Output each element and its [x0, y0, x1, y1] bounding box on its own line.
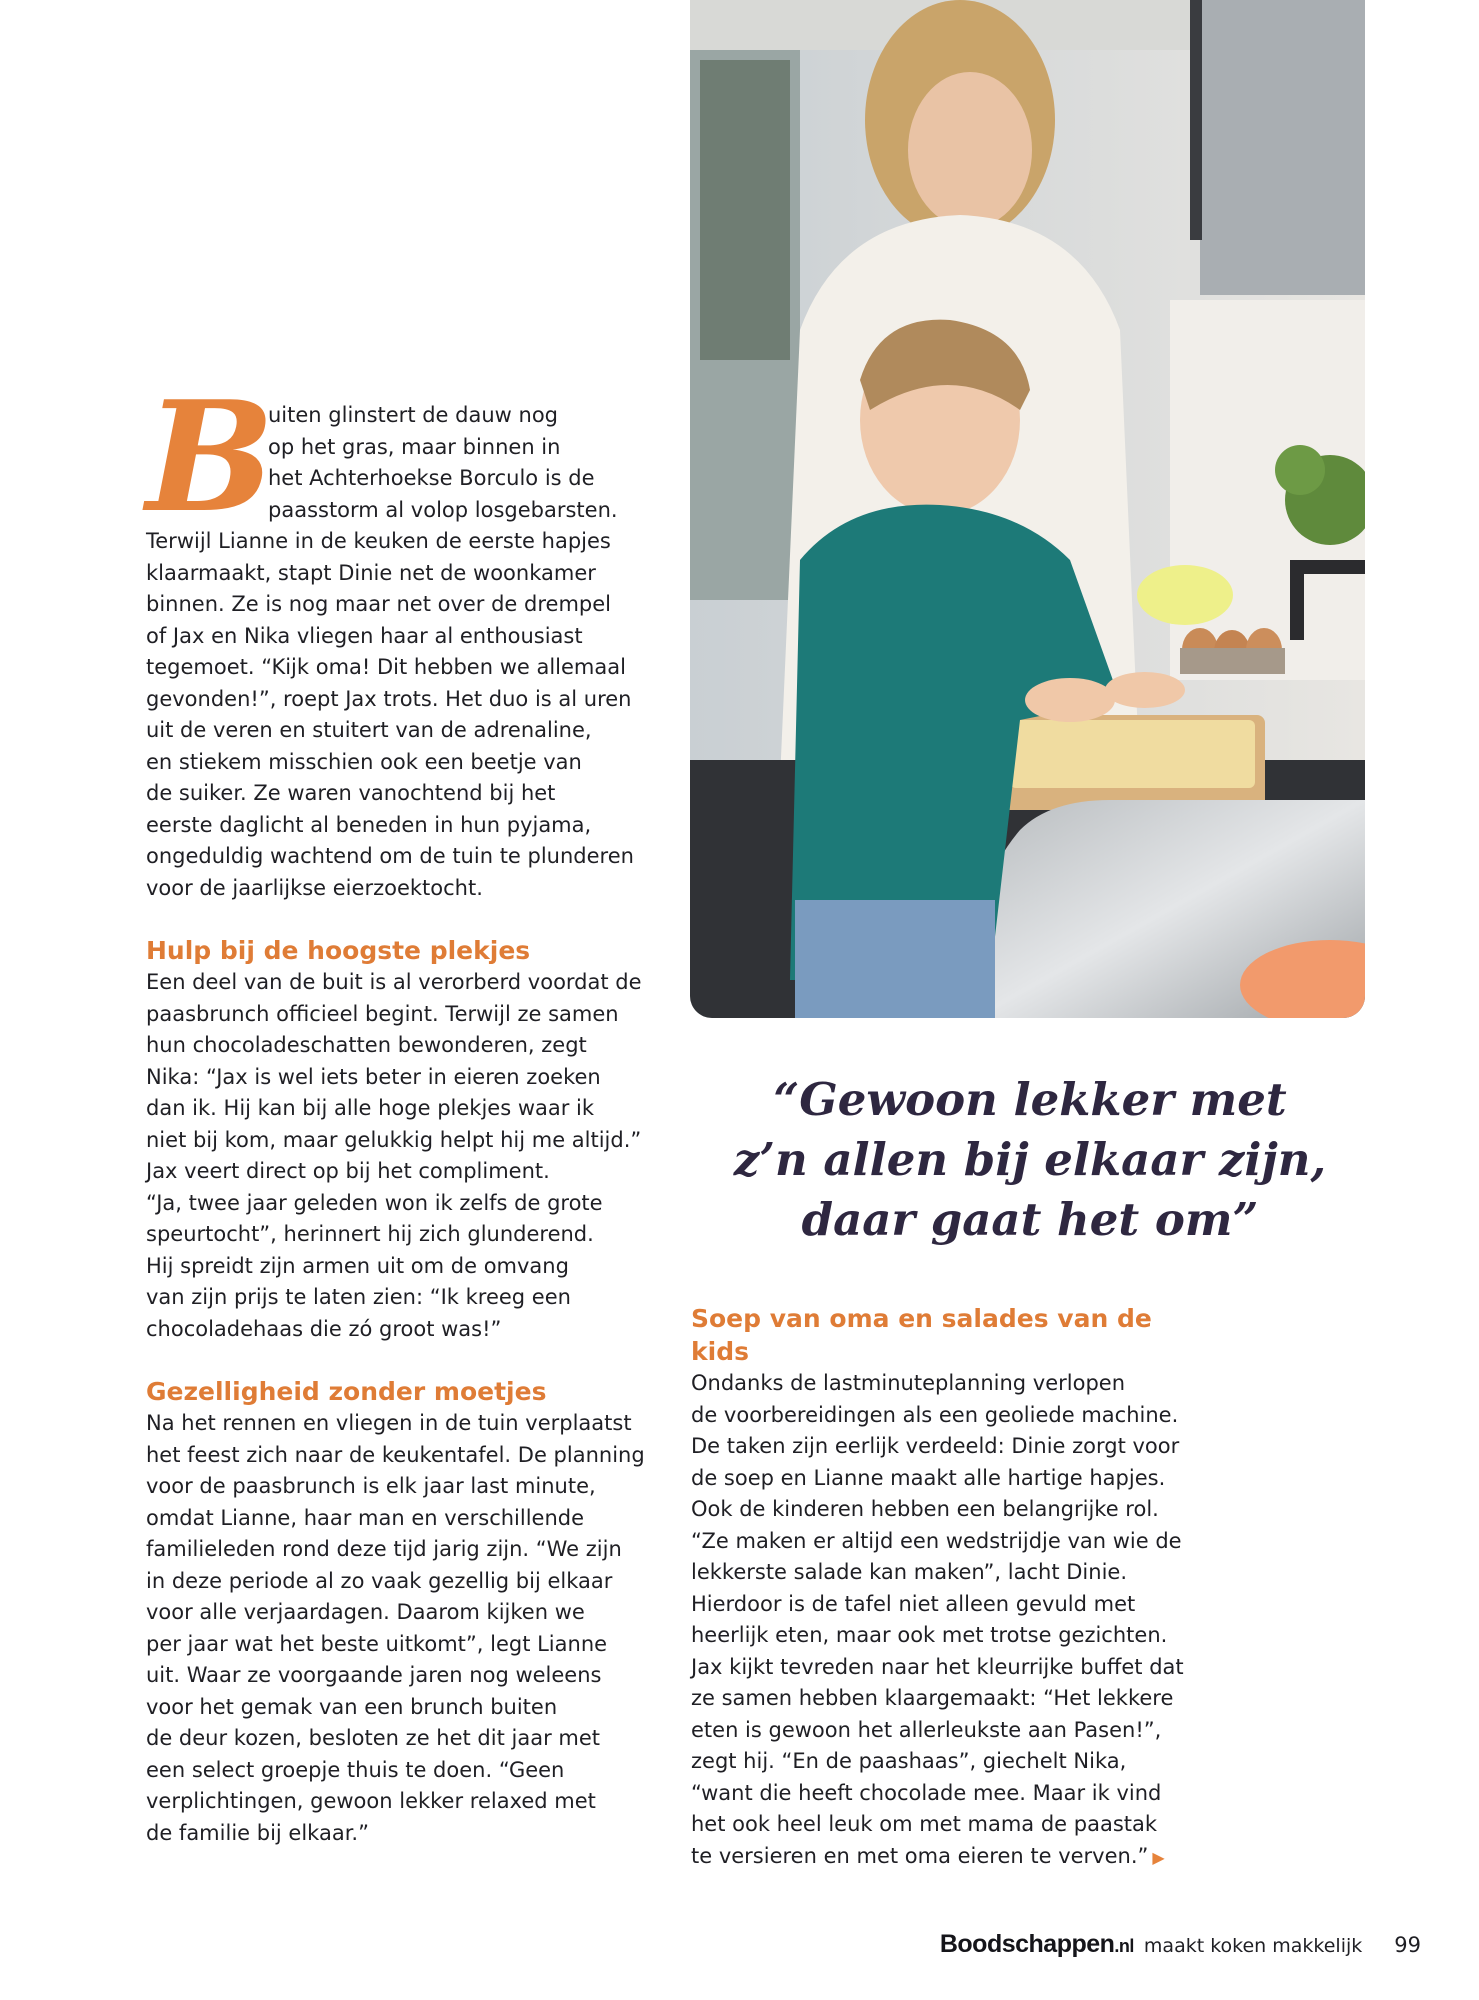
kitchen-photo [690, 0, 1365, 1018]
article-left-column [146, 367, 656, 1849]
text-line: Na het rennen en vliegen in de tuin verplaatst [146, 1411, 632, 1435]
text-line: eten is gewoon het allerleukste aan Pasen!”, [691, 1717, 1162, 1742]
text-line: de suiker. Ze waren vanochtend bij het [146, 781, 556, 805]
text-line: de deur kozen, besloten ze het dit jaar met [146, 1726, 600, 1750]
section-heading: Gezelligheid zonder moetjes [146, 1377, 547, 1406]
text-line: binnen. Ze is nog maar net over de drempel [146, 592, 611, 616]
text-line: van zijn prijs te laten zien: “Ik kreeg een [146, 1285, 571, 1309]
pull-quote [700, 1070, 1360, 1250]
text-line: het feest zich naar de keukentafel. De planning [146, 1442, 645, 1467]
text-line: Terwijl Lianne in de keuken de eerste hapjes [146, 529, 611, 553]
section-paragraph [146, 1408, 656, 1849]
text-line: zegt hij. “En de paashaas”, giechelt Nika, [691, 1749, 1127, 1773]
text-line: Hierdoor is de tafel niet alleen gevuld met [691, 1591, 1136, 1616]
text-line: of Jax en Nika vliegen haar al enthousiast [146, 623, 583, 648]
text-line: Jax kijkt tevreden naar het kleurrijke buffet dat [691, 1654, 1184, 1679]
text-line: voor de paasbrunch is elk jaar last minute, [146, 1474, 596, 1498]
text-line: lekkerste salade kan maken”, lacht Dinie. [691, 1560, 1127, 1584]
text-line: speurtocht”, herinnert hij zich glunderend. [146, 1222, 594, 1246]
text-line: “Ze maken er altijd een wedstrijdje van wie de [691, 1528, 1182, 1553]
text-line: omdat Lianne, haar man en verschillende [146, 1505, 585, 1530]
text-line: voor alle verjaardagen. Daarom kijken we [146, 1600, 585, 1624]
drop-cap: B [146, 367, 275, 546]
text-line: Nika: “Jax is wel iets beter in eieren zoeken [146, 1064, 601, 1089]
text-line: de soep en Lianne maakt alle hartige hapjes. [691, 1465, 1166, 1490]
text-line: de familie bij elkaar.” [146, 1820, 369, 1845]
section-heading: Hulp bij de hoogste plekjes [146, 936, 531, 965]
text-line: chocoladehaas die zó groot was!” [146, 1316, 502, 1341]
text-line: “want die heeft chocolade mee. Maar ik vind [691, 1780, 1162, 1805]
text-line: hun chocoladeschatten bewonderen, zegt [146, 1033, 587, 1057]
quote-line: “Gewoon lekker met [773, 1073, 1287, 1126]
page-number: 99 [1394, 1933, 1421, 1957]
text-line: uiten glinstert de dauw nog [268, 403, 559, 427]
text-line: verplichtingen, gewoon lekker relaxed met [146, 1789, 596, 1813]
text-line: en stiekem misschien ook een beetje van [146, 749, 582, 774]
text-line: paasstorm al volop losgebarsten. [268, 497, 618, 522]
text-line: niet bij kom, maar gelukkig helpt hij me altijd.” [146, 1127, 642, 1152]
text-line: heerlijk eten, maar ook met trotse gezichten. [691, 1623, 1168, 1647]
text-line: de voorbereidingen als een geoliede machine. [691, 1402, 1179, 1427]
text-line: “Ja, twee jaar geleden won ik zelfs de grote [146, 1190, 603, 1215]
text-line: klaarmaakt, stapt Dinie net de woonkamer [146, 560, 596, 585]
brand-name: Boodschappen [939, 1930, 1115, 1958]
text-line: voor de jaarlijkse eierzoektocht. [146, 875, 483, 900]
text-line: De taken zijn eerlijk verdeeld: Dinie zorgt voor [691, 1434, 1180, 1458]
brand-suffix: .nl [1114, 1936, 1134, 1956]
quote-line: daar gaat het om” [801, 1193, 1259, 1246]
article-right-column [691, 1302, 1201, 1873]
brand-tagline: maakt koken makkelijk [1143, 1935, 1363, 1957]
text-line: voor het gemak van een brunch buiten [146, 1694, 558, 1719]
text-line: Jax veert direct op bij het compliment. [146, 1159, 550, 1183]
quote-line: z’n allen bij elkaar zijn, [733, 1133, 1327, 1186]
triangle-right-icon: ▶ [1152, 1847, 1165, 1867]
text-line: ongeduldig wachtend om de tuin te plunderen [146, 844, 634, 868]
section-heading: Soep van oma en salades van de kids [691, 1304, 1152, 1366]
text-line: tegemoet. “Kijk oma! Dit hebben we allemaal [146, 655, 626, 679]
text-line: op het gras, maar binnen in [268, 434, 561, 459]
text-line: per jaar wat het beste uitkomt”, legt Lianne [146, 1631, 608, 1656]
text-line: Hij spreidt zijn armen uit om de omvang [146, 1253, 569, 1278]
text-line: eerste daglicht al beneden in hun pyjama, [146, 812, 592, 837]
section-paragraph [146, 967, 656, 1345]
text-line: familieleden rond deze tijd jarig zijn. “We zijn [146, 1537, 622, 1561]
text-line: uit de veren en stuitert van de adrenaline, [146, 718, 592, 742]
text-line: het Achterhoekse Borculo is de [268, 466, 595, 490]
text-line: paasbrunch officieel begint. Terwijl ze samen [146, 1001, 619, 1026]
text-line: Ondanks de lastminuteplanning verlopen [691, 1371, 1126, 1395]
text-line: uit. Waar ze voorgaande jaren nog weleens [146, 1663, 602, 1687]
text-line: in deze periode al zo vaak gezellig bij elkaar [146, 1568, 613, 1593]
text-line: het ook heel leuk om met mama de paastak [691, 1812, 1158, 1836]
text-line: dan ik. Hij kan bij alle hoge plekjes waar ik [146, 1096, 595, 1120]
text-line: te versieren en met oma eieren te verven.” [691, 1843, 1149, 1868]
text-line: Een deel van de buit is al verorberd voordat de [146, 970, 642, 994]
text-line: ze samen hebben klaargemaakt: “Het lekkere [691, 1686, 1174, 1710]
text-line: een select groepje thuis te doen. “Geen [146, 1757, 565, 1782]
page-footer [940, 1930, 1421, 1964]
section-paragraph [691, 1368, 1201, 1873]
text-line: Ook de kinderen hebben een belangrijke rol. [691, 1497, 1159, 1521]
brand-logo [940, 1930, 1134, 1959]
text-line: gevonden!”, roept Jax trots. Het duo is al uren [146, 686, 632, 711]
